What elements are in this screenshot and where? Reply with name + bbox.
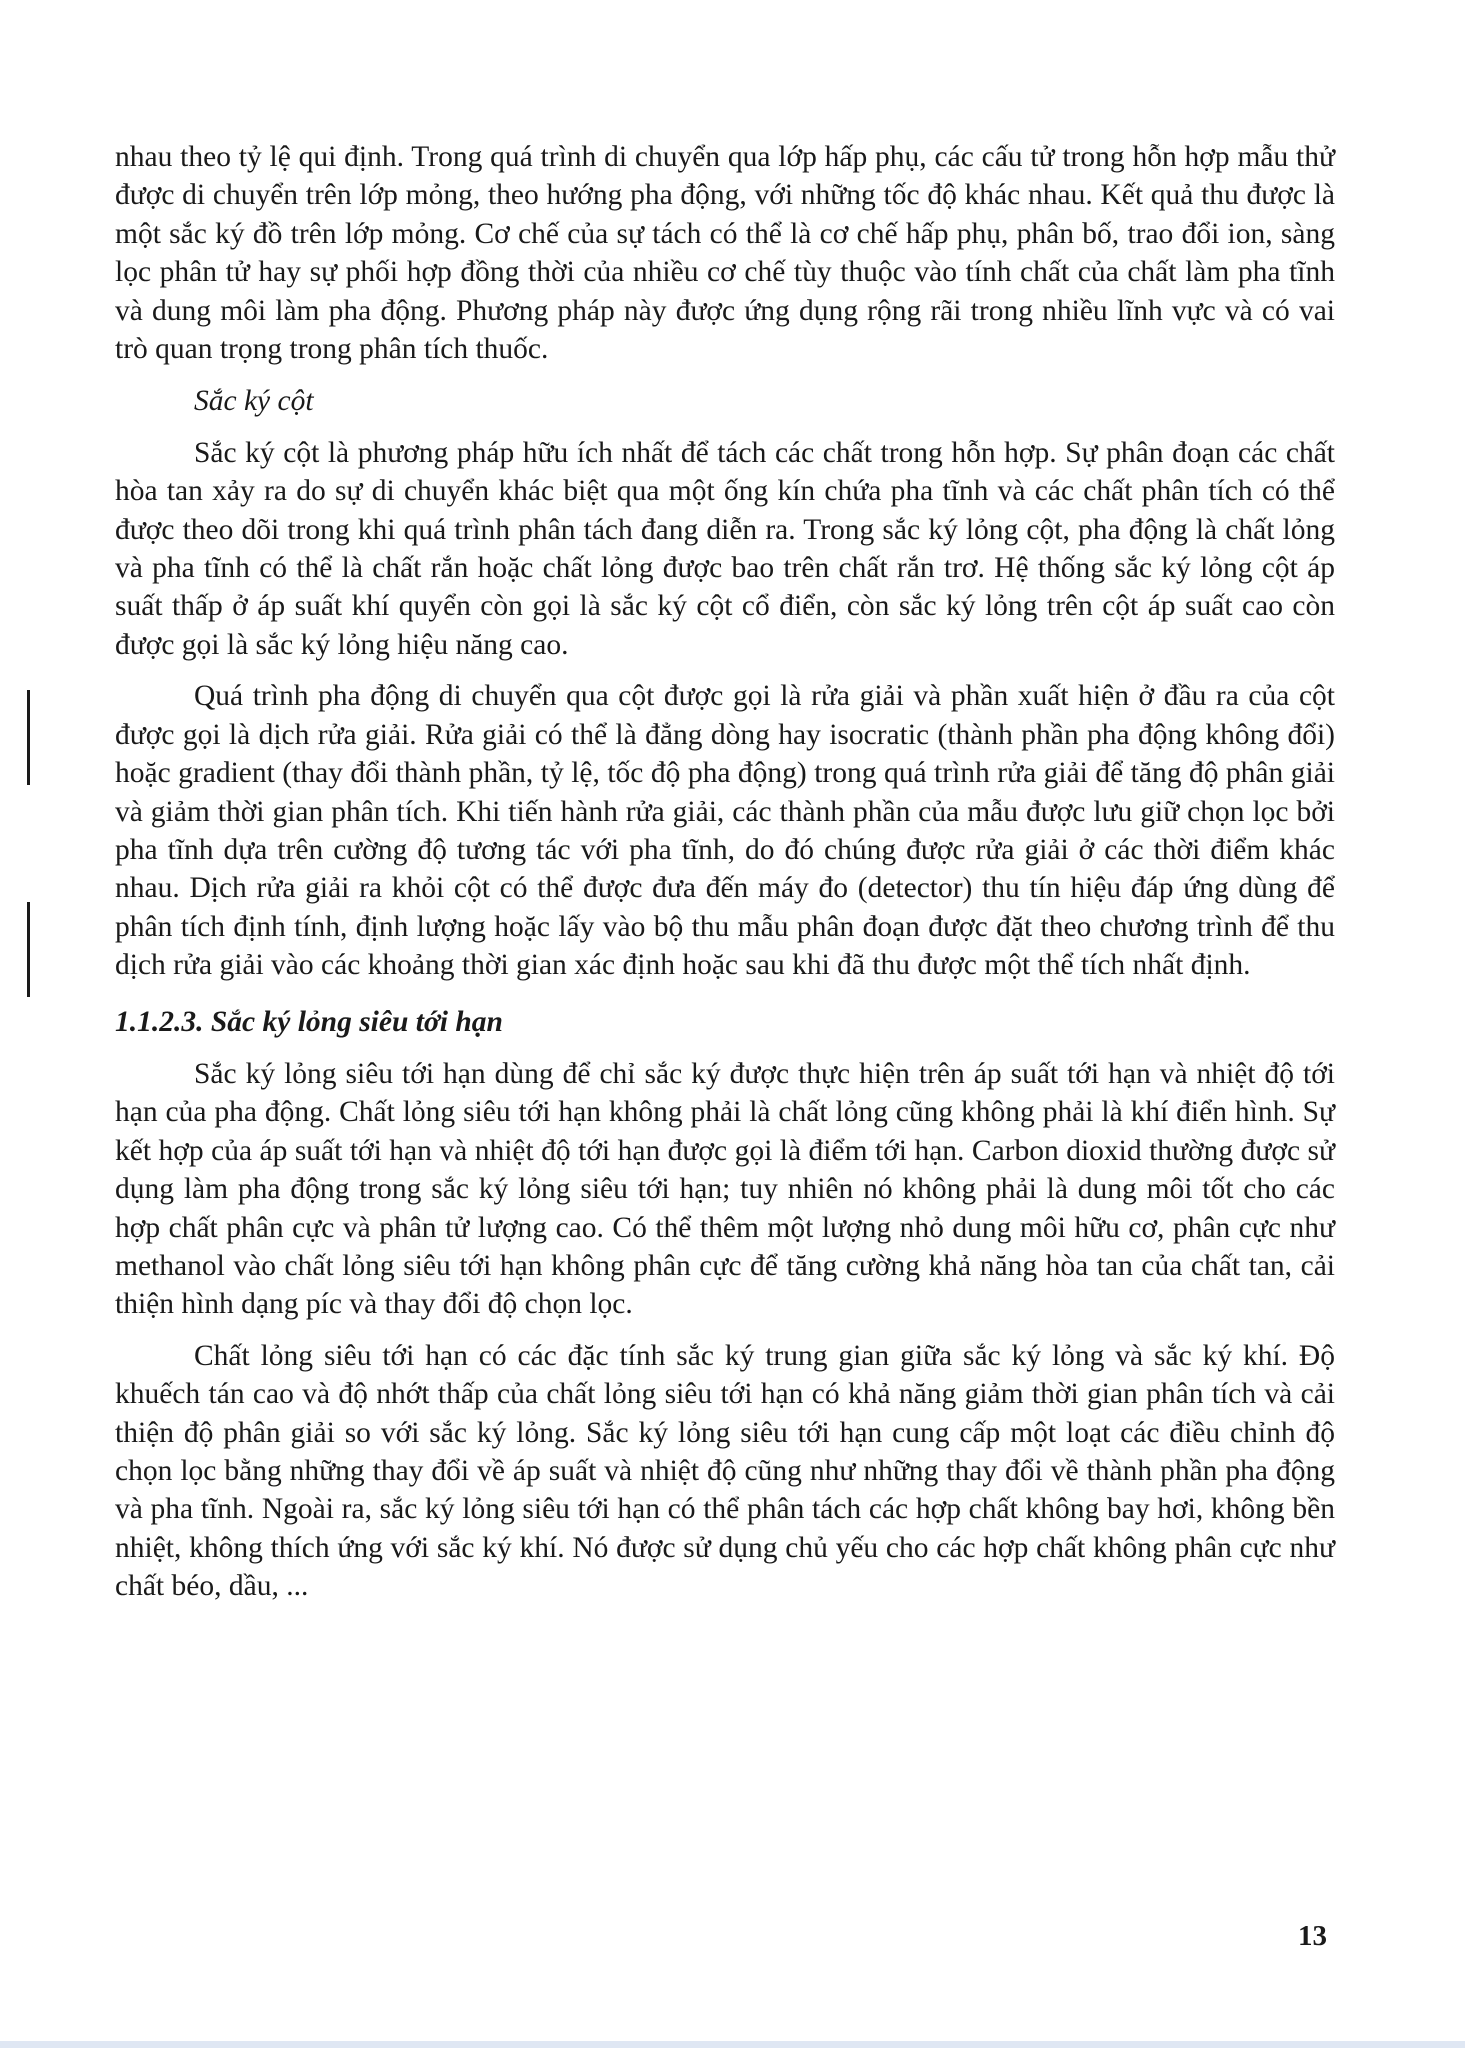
- paragraph-column-chromatography: Sắc ký cột là phương pháp hữu ích nhất để tách các chất trong hỗn hợp. Sự phân đoạn các chất hòa tan xảy ra do sự di chuyển khác biệt qua một ống kín chứa pha tĩnh và các chất phân tích có thể được theo dõi trong khi quá trình phân tách đang diễn ra. Trong sắc ký lỏng cột, pha động là chất lỏng và pha tĩnh có thể là chất rắn hoặc chất lỏng được bao trên chất rắn trơ. Hệ thống sắc ký lỏng cột áp suất thấp ở áp suất khí quyển còn gọi là sắc ký cột cổ điển, còn sắc ký lỏng trên cột áp suất cao còn được gọi là sắc ký lỏng hiệu năng cao.: [115, 436, 1335, 661]
- margin-mark-bottom: [27, 902, 30, 997]
- paragraph-supercritical-definition: Sắc ký lỏng siêu tới hạn dùng để chỉ sắc ký được thực hiện trên áp suất tới hạn và nhiệt độ tới hạn của pha động. Chất lỏng siêu tới hạn không phải là chất lỏng cũng không phải là khí điển hình. Sự kết hợp của áp suất tới hạn và nhiệt độ tới hạn được gọi là điểm tới hạn. Carbon dioxid thường được sử dụng làm pha động trong sắc ký lỏng siêu tới hạn; tuy nhiên nó không phải là dung môi tốt cho các hợp chất phân cực và phân tử lượng cao. Có thể thêm một lượng nhỏ dung môi hữu cơ, phân cực như methanol vào chất lỏng siêu tới hạn không phân cực để tăng cường khả năng hòa tan của chất tan, cải thiện hình dạng píc và thay đổi độ chọn lọc.: [115, 1057, 1335, 1321]
- subheading-column-chromatography: Sắc ký cột: [194, 385, 314, 418]
- margin-mark-top: [27, 690, 30, 785]
- page-body: [115, 138, 1335, 1606]
- page-number: 13: [1298, 1920, 1327, 1952]
- paragraph-supercritical-properties: Chất lỏng siêu tới hạn có các đặc tính sắc ký trung gian giữa sắc ký lỏng và sắc ký khí. Độ khuếch tán cao và độ nhớt thấp của chất lỏng siêu tới hạn có khả năng giảm thời gian phân tích và cải thiện độ phân giải so với sắc ký lỏng. Sắc ký lỏng siêu tới hạn cung cấp một loạt các điều chỉnh độ chọn lọc bằng những thay đổi về áp suất và nhiệt độ cũng như những thay đổi về thành phần pha động và pha tĩnh. Ngoài ra, sắc ký lỏng siêu tới hạn có thể phân tách các hợp chất không bay hơi, không bền nhiệt, không thích ứng với sắc ký khí. Nó được sử dụng chủ yếu cho các hợp chất không phân cực như chất béo, dầu, ...: [115, 1339, 1335, 1603]
- paragraph-thin-layer-continuation: nhau theo tỷ lệ qui định. Trong quá trình di chuyển qua lớp hấp phụ, các cấu tử trong hỗn hợp mẫu thử được di chuyển trên lớp mỏng, theo hướng pha động, với những tốc độ khác nhau. Kết quả thu được là một sắc ký đồ trên lớp mỏng. Cơ chế của sự tách có thể là cơ chế hấp phụ, phân bố, trao đổi ion, sàng lọc phân tử hay sự phối hợp đồng thời của nhiều cơ chế tùy thuộc vào tính chất của chất làm pha tĩnh và dung môi làm pha động. Phương pháp này được ứng dụng rộng rãi trong nhiều lĩnh vực và có vai trò quan trọng trong phân tích thuốc.: [115, 141, 1335, 366]
- paragraph-elution: Quá trình pha động di chuyển qua cột được gọi là rửa giải và phần xuất hiện ở đầu ra của cột được gọi là dịch rửa giải. Rửa giải có thể là đẳng dòng hay isocratic (thành phần pha động không đổi) hoặc gradient (thay đổi thành phần, tỷ lệ, tốc độ pha động) trong quá trình rửa giải để tăng độ phân giải và giảm thời gian phân tích. Khi tiến hành rửa giải, các thành phần của mẫu được lưu giữ chọn lọc bởi pha tĩnh dựa trên cường độ tương tác với pha tĩnh, do đó chúng được rửa giải ở các thời điểm khác nhau. Dịch rửa giải ra khỏi cột có thể được đưa đến máy đo (detector) thu tín hiệu đáp ứng dùng để phân tích định tính, định lượng hoặc lấy vào bộ thu mẫu phân đoạn được đặt theo chương trình để thu dịch rửa giải vào các khoảng thời gian xác định hoặc sau khi đã thu được một thể tích nhất định.: [115, 680, 1335, 982]
- section-heading-supercritical: 1.1.2.3. Sắc ký lỏng siêu tới hạn: [115, 1005, 503, 1038]
- scan-edge-bar: [0, 2041, 1465, 2048]
